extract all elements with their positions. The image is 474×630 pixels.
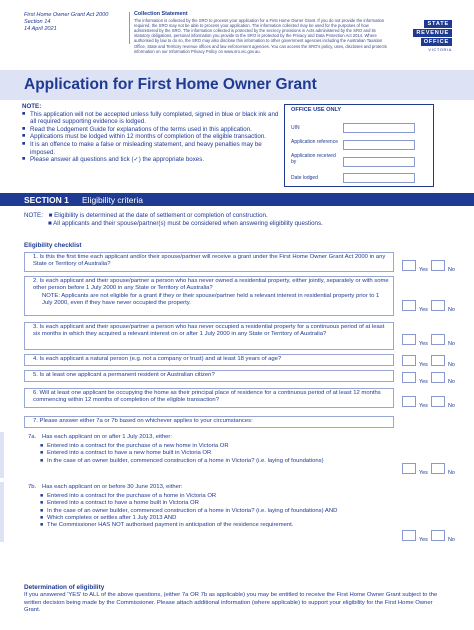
q7a-side-marker xyxy=(0,432,4,478)
q4-yes-checkbox[interactable] xyxy=(402,355,416,366)
office-field-received[interactable] xyxy=(343,157,415,167)
page-title: Application for First Home Owner Grant xyxy=(24,76,317,93)
question-1-text: 1. Is this the first time each applicant and/or their spouse/partner will receive a grant under the First Home Owner Grant Act 2000 in any State or Territory of Australia? xyxy=(33,254,386,268)
section-bar xyxy=(0,193,474,206)
q7a-yes-checkbox[interactable] xyxy=(402,463,416,474)
checklist-title: Eligibility checklist xyxy=(24,242,82,249)
office-field-label-reference: Application reference xyxy=(291,139,338,145)
q7b-side-marker xyxy=(0,482,4,542)
q1-yes-label: Yes xyxy=(419,267,428,273)
q7b-yes-label: Yes xyxy=(419,537,428,543)
q7a-label: 7a. xyxy=(28,434,37,440)
question-1 xyxy=(24,252,394,272)
q7b-text: Has each applicant on or before 30 June 2013, either: xyxy=(42,484,183,490)
q7b-option: ■ The Commissioner HAS NOT authorised payment in anticipation of the residence requirement. xyxy=(40,522,390,529)
office-field-date[interactable] xyxy=(343,173,415,183)
question-6 xyxy=(24,388,394,408)
q7a-no-label: No xyxy=(448,470,455,476)
q1-no-checkbox[interactable] xyxy=(431,260,445,271)
q7a-option: ■ Entered into a contract for the purchase of a new home in Victoria OR xyxy=(40,443,390,450)
q7b-option: ■ Entered into a contract for the purchase of a home in Victoria OR xyxy=(40,493,390,500)
sro-logo xyxy=(396,20,452,60)
q6-no-label: No xyxy=(448,403,455,409)
q7b-option: ■ In the case of an owner builder, commenced construction of a home in Victoria? (i.e. laying of foundations) AND xyxy=(40,508,390,515)
office-field-label-uin: UIN xyxy=(291,125,300,131)
q1-no-label: No xyxy=(448,267,455,273)
question-2-note: NOTE: Applicants are not eligible for a grant if they or their spouse/partner held a relevant interest in residential property prior to 1 July 2000, even if they have never occupied the property. xyxy=(42,292,380,306)
q6-yes-label: Yes xyxy=(419,403,428,409)
q2-yes-label: Yes xyxy=(419,307,428,313)
collection-text: The information is collected by the SRO to process your application for a First Home Owner Grant. If you do not provide the information required, the SRO may not be able to process your application. The information collected may be used for the purposes of how administered by the SRO. The information collected is protected by the secrecy provisions in Acts administered by the SRO and its statutory obligations, personal information you provide to the SRO is protected by the Privacy and Data Protection Act 2014. Where authorised by law to do so, the SRO may also disclose this information to other government agencies including the Australian Taxation Office, State and Territory revenue offices and law enforcement agencies. You can access the SRO's policy, uses, discloses and protects information on our Information Privacy Policy on www.sro.vic.gov.au. xyxy=(134,18,387,54)
q7b-no-checkbox[interactable] xyxy=(431,530,445,541)
determination-text: If you answered 'YES' to ALL of the above questions, (either 7a OR 7b as applicable) you may be entitled to receive the First Home Owner Grant subject to the written decision being made by the Commissioner. Please attach additional information (where applicable) to support your eligibility for the First Home Owner Grant. xyxy=(24,592,438,614)
section-note: NOTE: ■ Eligibility is determined at the date of settlement or completion of construction. ■ All applicants and their spouse/partner(s) must be considered when answering eligibility questions. xyxy=(24,212,323,227)
q4-no-label: No xyxy=(448,362,455,368)
question-2 xyxy=(24,276,394,316)
q3-no-checkbox[interactable] xyxy=(431,334,445,345)
q7a-option: ■ Entered into a contract to have a new home built in Victoria OR xyxy=(40,450,390,457)
q1-yes-checkbox[interactable] xyxy=(402,260,416,271)
section-note-item: Eligibility is determined at the date of settlement or completion of construction. xyxy=(54,212,268,219)
note-item: ■ Applications must be lodged within 12 months of completion of the eligible transaction. xyxy=(22,133,282,141)
q7b-options xyxy=(40,493,390,529)
q7b-yes-checkbox[interactable] xyxy=(402,530,416,541)
q5-yes-checkbox[interactable] xyxy=(402,372,416,383)
q6-no-checkbox[interactable] xyxy=(431,396,445,407)
q5-no-checkbox[interactable] xyxy=(431,372,445,383)
office-field-reference[interactable] xyxy=(343,140,415,150)
q5-yes-label: Yes xyxy=(419,379,428,385)
q4-yes-label: Yes xyxy=(419,362,428,368)
note-item: ■ Please answer all questions and tick (✓) the appropriate boxes. xyxy=(22,156,282,164)
q3-yes-checkbox[interactable] xyxy=(402,334,416,345)
determination-title: Determination of eligibility xyxy=(24,584,105,591)
collection-title: Collection Statement xyxy=(134,11,188,17)
form-date-line: 14 April 2021 xyxy=(24,26,57,33)
q7a-yes-label: Yes xyxy=(419,470,428,476)
question-3 xyxy=(24,322,394,350)
form-section-line: Section 14 xyxy=(24,19,51,26)
logo-line-state: STATE xyxy=(424,20,452,28)
q4-no-checkbox[interactable] xyxy=(431,355,445,366)
note-item: ■ It is an offence to make a false or misleading statement, and heavy penalties may be imposed. xyxy=(22,141,282,156)
question-4-text: 4. Is each applicant a natural person (e.g. not a company or trust) and at least 18 years of age? xyxy=(33,356,282,362)
q2-no-checkbox[interactable] xyxy=(431,300,445,311)
q2-yes-checkbox[interactable] xyxy=(402,300,416,311)
q3-no-label: No xyxy=(448,341,455,347)
question-4 xyxy=(24,354,394,366)
note-item: ■ This application will not be accepted unless fully completed, signed in blue or black ink and all required supporting evidence is lodged. xyxy=(22,111,282,126)
q7a-no-checkbox[interactable] xyxy=(431,463,445,474)
section-note-label: NOTE: xyxy=(24,212,43,219)
logo-line-revenue: REVENUE xyxy=(413,29,452,37)
note-item: ■ Read the Lodgement Guide for explanations of the terms used in this application. xyxy=(22,126,282,134)
q3-yes-label: Yes xyxy=(419,341,428,347)
title-bar xyxy=(0,70,474,100)
office-use-title: OFFICE USE ONLY xyxy=(291,107,342,113)
collection-statement xyxy=(134,12,390,54)
question-6-text: 6. Will at least one applicant be occupying the home as their principal place of residence for a continuous period of at least 12 months commencing within 12 months of completion of the eligible transaction? xyxy=(33,390,381,404)
section-note-item: All applicants and their spouse/partner(s) must be considered when answering eligibility questions. xyxy=(53,219,323,227)
q7a-text: Has each applicant on or after 1 July 2013, either: xyxy=(42,434,172,440)
note-label: NOTE: xyxy=(22,103,42,110)
q2-no-label: No xyxy=(448,307,455,313)
q5-no-label: No xyxy=(448,379,455,385)
q7a-option: ■ In the case of an owner builder, commenced construction of a home in Victoria? (i.e. laying of foundations) xyxy=(40,458,390,465)
question-3-text: 3. Is each applicant and their spouse/partner a person who has never occupied a residential property for a continuous period of at least six months in which they acquired a relevant interest on or after 1 July 2000 in any State or Territory of Australia? xyxy=(33,324,385,338)
form-reference xyxy=(24,12,130,44)
section-name: Eligibility criteria xyxy=(82,195,143,205)
q7b-label: 7b. xyxy=(28,484,37,490)
q6-yes-checkbox[interactable] xyxy=(402,396,416,407)
office-field-label-date: Date lodged xyxy=(291,175,318,181)
q7b-option: ■ Entered into a contract to have a home built in Victoria OR xyxy=(40,500,390,507)
office-field-label-received: Application received by xyxy=(291,153,336,165)
office-use-box xyxy=(284,104,434,187)
logo-line-office: OFFICE xyxy=(421,38,452,46)
question-2-text: 2. Is each applicant and their spouse/partner a person who has never owned a residential property, either jointly, separately or with some other person before 1 July 2000 in any State or Territory of Australia? xyxy=(33,278,389,292)
q7b-no-label: No xyxy=(448,537,455,543)
section-number: SECTION 1 xyxy=(24,195,69,205)
office-field-uin[interactable] xyxy=(343,123,415,133)
application-notes xyxy=(22,103,282,164)
logo-victoria: VICTORIA xyxy=(428,47,452,52)
question-5-text: 5. Is at least one applicant a permanent resident or Australian citizen? xyxy=(33,372,215,378)
q7a-options xyxy=(40,443,390,465)
question-7 xyxy=(24,416,394,428)
form-act-line: First Home Owner Grant Act 2000 xyxy=(24,12,109,18)
question-5 xyxy=(24,370,394,382)
question-7-text: 7. Please answer either 7a or 7b based on whichever applies to your circumstances: xyxy=(33,418,253,424)
q7b-option: ■ Which completes or settles after 1 July 2013 AND xyxy=(40,515,390,522)
